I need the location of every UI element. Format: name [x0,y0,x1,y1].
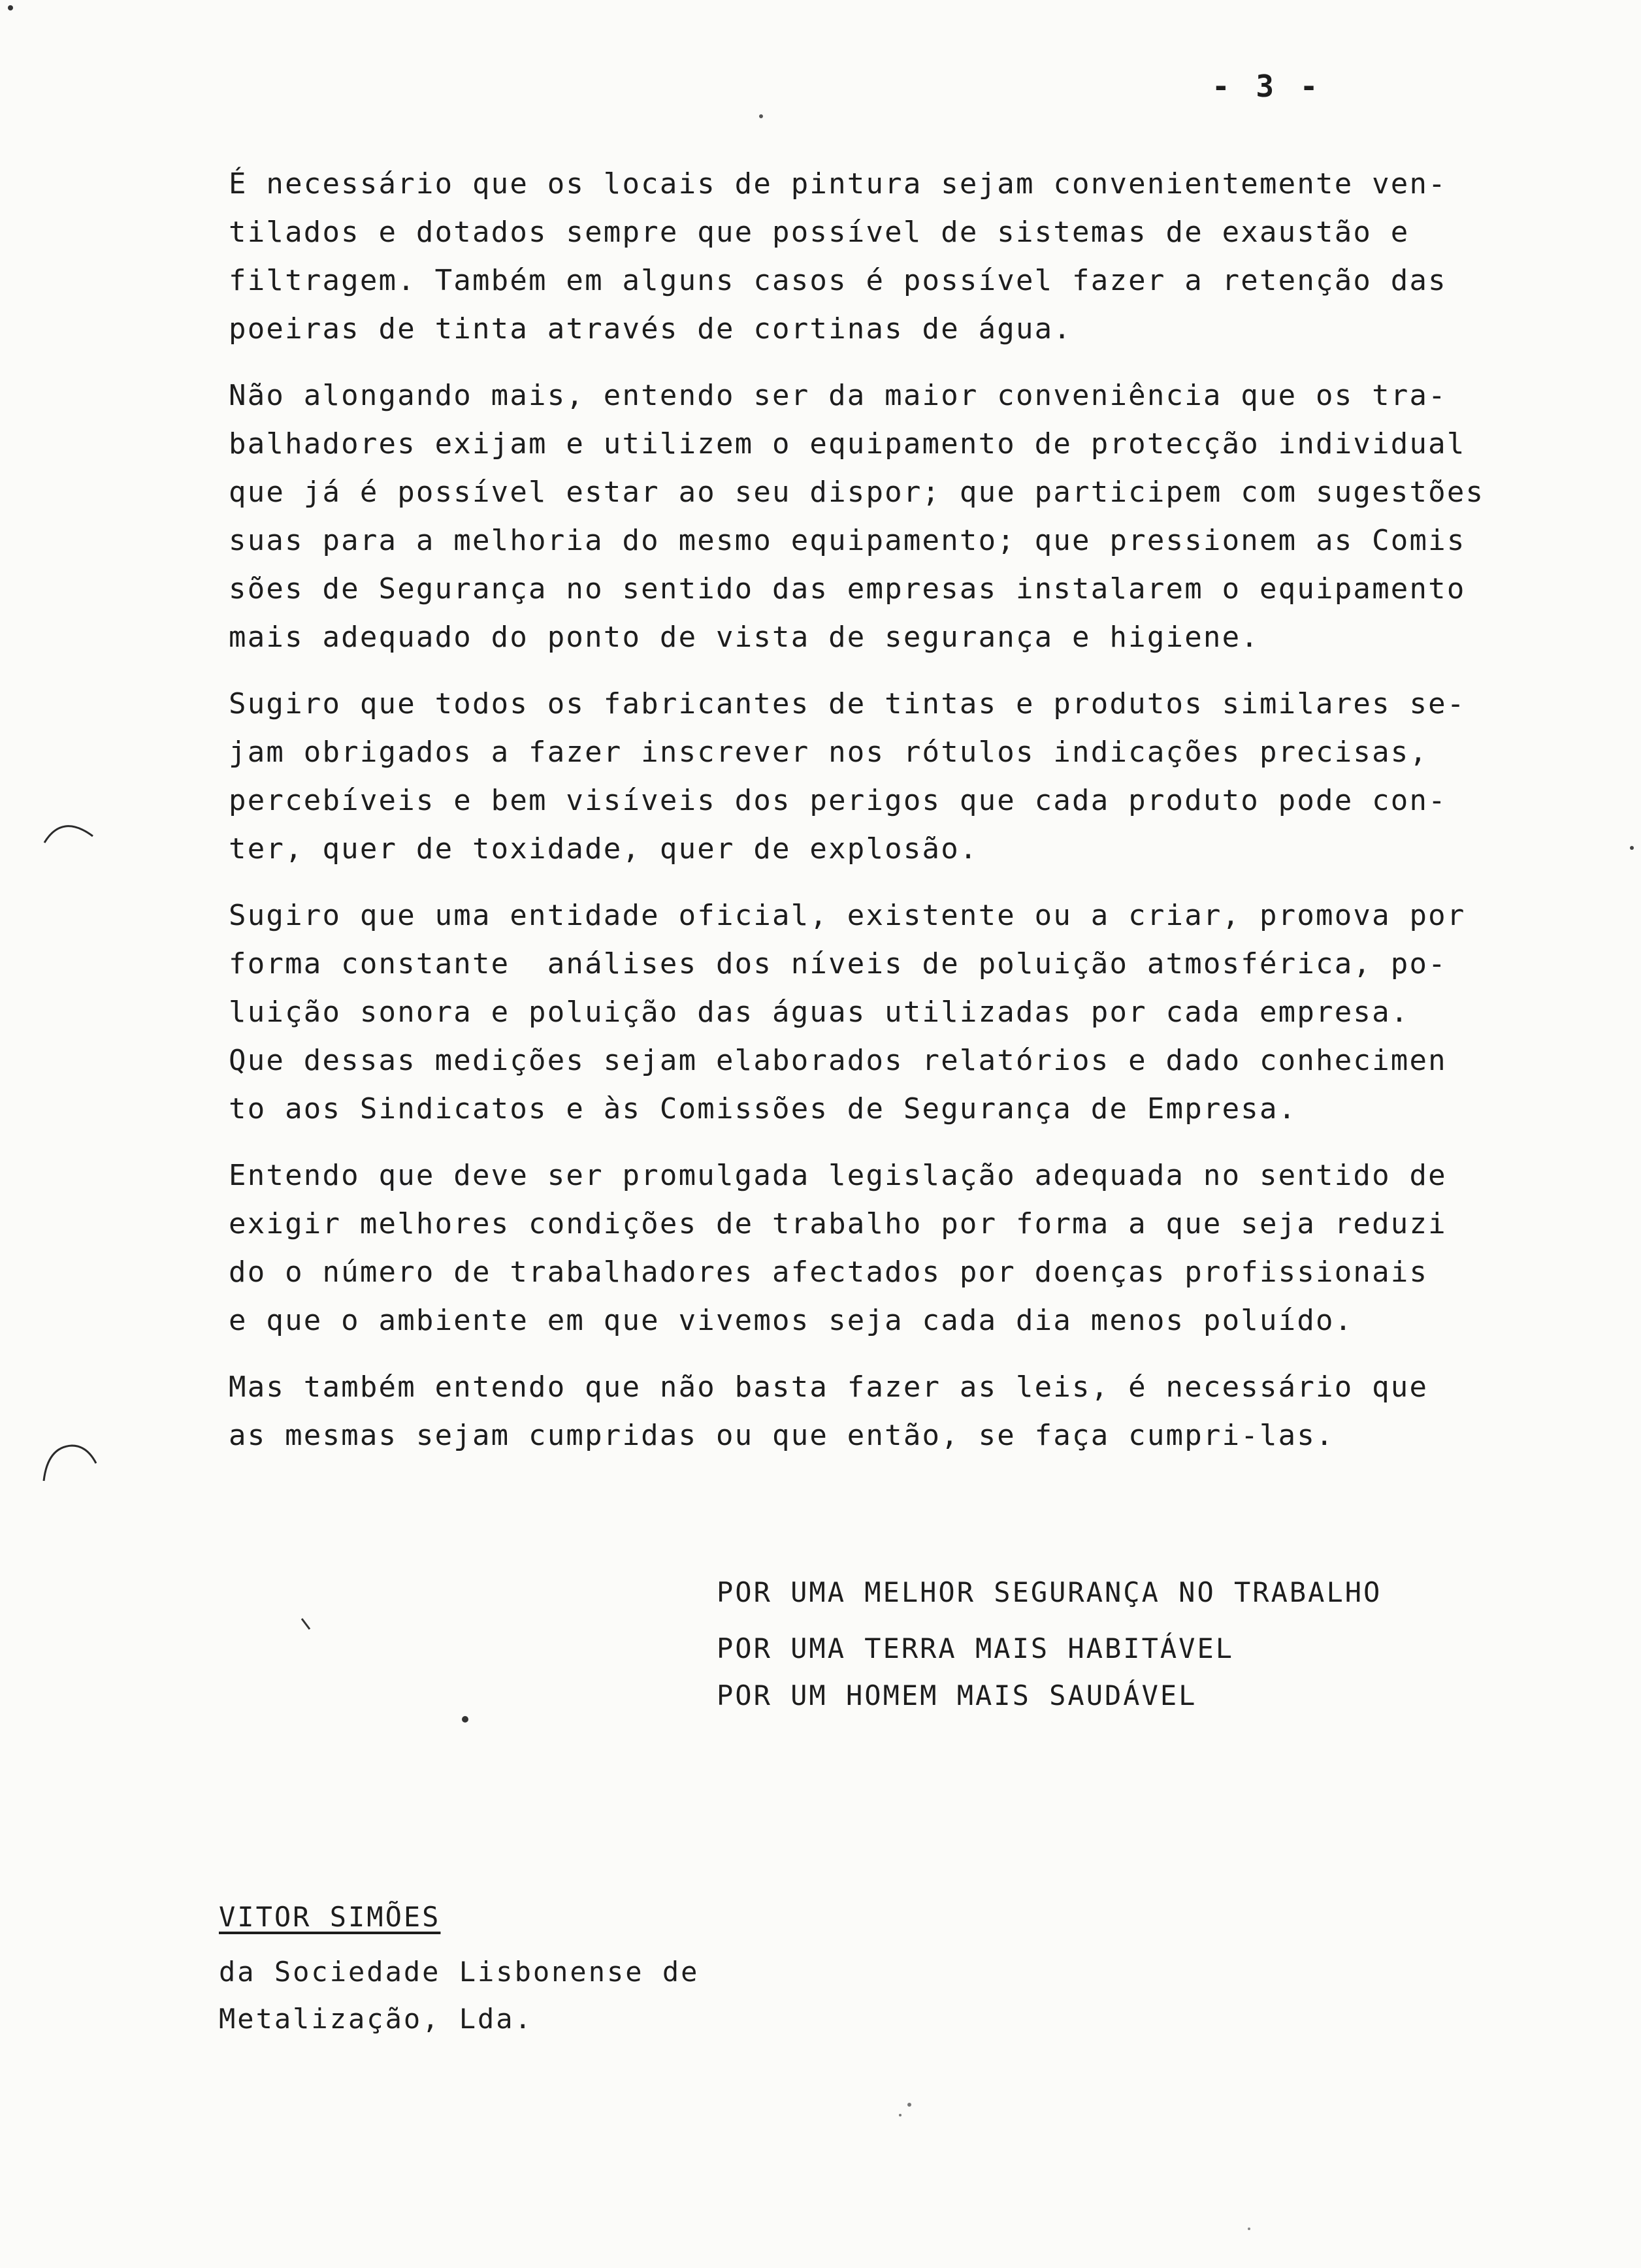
text-line: ter, quer de toxidade, quer de explosão. [229,832,979,866]
text-line: mais adequado do ponto de vista de segurança e higiene. [229,621,1259,654]
slogan-habitable-earth: POR UMA TERRA MAIS HABITÁVEL [717,1632,1235,1664]
text-line: balhadores exijam e utilizem o equipamento de protecção individual [229,427,1466,461]
text-line: to aos Sindicatos e às Comissões de Segurança de Empresa. [229,1092,1297,1126]
text-line: Sugiro que todos os fabricantes de tintas e produtos similares se- [229,687,1466,721]
page-number: - 3 - [1212,69,1322,104]
text-line: forma constante análises dos níveis de poluição atmosférica, po- [229,947,1447,980]
text-line: poeiras de tinta através de cortinas de água. [229,312,1073,346]
text-line: luição sonora e poluição das águas utilizadas por cada empresa. [229,996,1410,1029]
text-line: suas para a melhoria do mesmo equipamento; que pressionem as Comis [229,524,1466,557]
signatory-name: VITOR SIMÕES [219,1901,441,1933]
text-line: e que o ambiente em que vivemos seja cada dia menos poluído. [229,1304,1354,1337]
text-line: que já é possível estar ao seu dispor; que participem com sugestões [229,476,1485,509]
text-line: as mesmas sejam cumpridas ou que então, se faça cumpri-las. [229,1419,1335,1452]
text-line: percebíveis e bem visíveis dos perigos que cada produto pode con- [229,784,1447,817]
slogan-healthy-man: POR UM HOMEM MAIS SAUDÁVEL [717,1679,1197,1711]
text-line: Entendo que deve ser promulgada legislação adequada no sentido de [229,1159,1447,1192]
text-line: filtragem. Também em alguns casos é possível fazer a retenção das [229,264,1447,297]
slogan-safety: POR UMA MELHOR SEGURANÇA NO TRABALHO [717,1576,1382,1608]
text-line: Mas também entendo que não basta fazer as leis, é necessário que [229,1370,1429,1404]
signatory-affiliation-line-1: da Sociedade Lisbonense de [219,1956,700,1988]
text-line: tilados e dotados sempre que possível de sistemas de exaustão e [229,216,1410,249]
signatory-affiliation-line-2: Metalização, Lda. [219,2003,533,2035]
text-line: exigir melhores condições de trabalho por forma a que seja reduzi [229,1207,1447,1240]
text-line: do o número de trabalhadores afectados por doenças profissionais [229,1256,1429,1289]
text-line: Sugiro que uma entidade oficial, existente ou a criar, promova por [229,899,1466,932]
text-line: Não alongando mais, entendo ser da maior conveniência que os tra- [229,379,1447,412]
text-line: É necessário que os locais de pintura sejam convenientemente ven- [229,167,1447,201]
text-line: jam obrigados a fazer inscrever nos rótulos indicações precisas, [229,736,1429,769]
text-line: sões de Segurança no sentido das empresas instalarem o equipamento [229,572,1466,606]
text-line: Que dessas medições sejam elaborados relatórios e dado conhecimen [229,1044,1447,1077]
